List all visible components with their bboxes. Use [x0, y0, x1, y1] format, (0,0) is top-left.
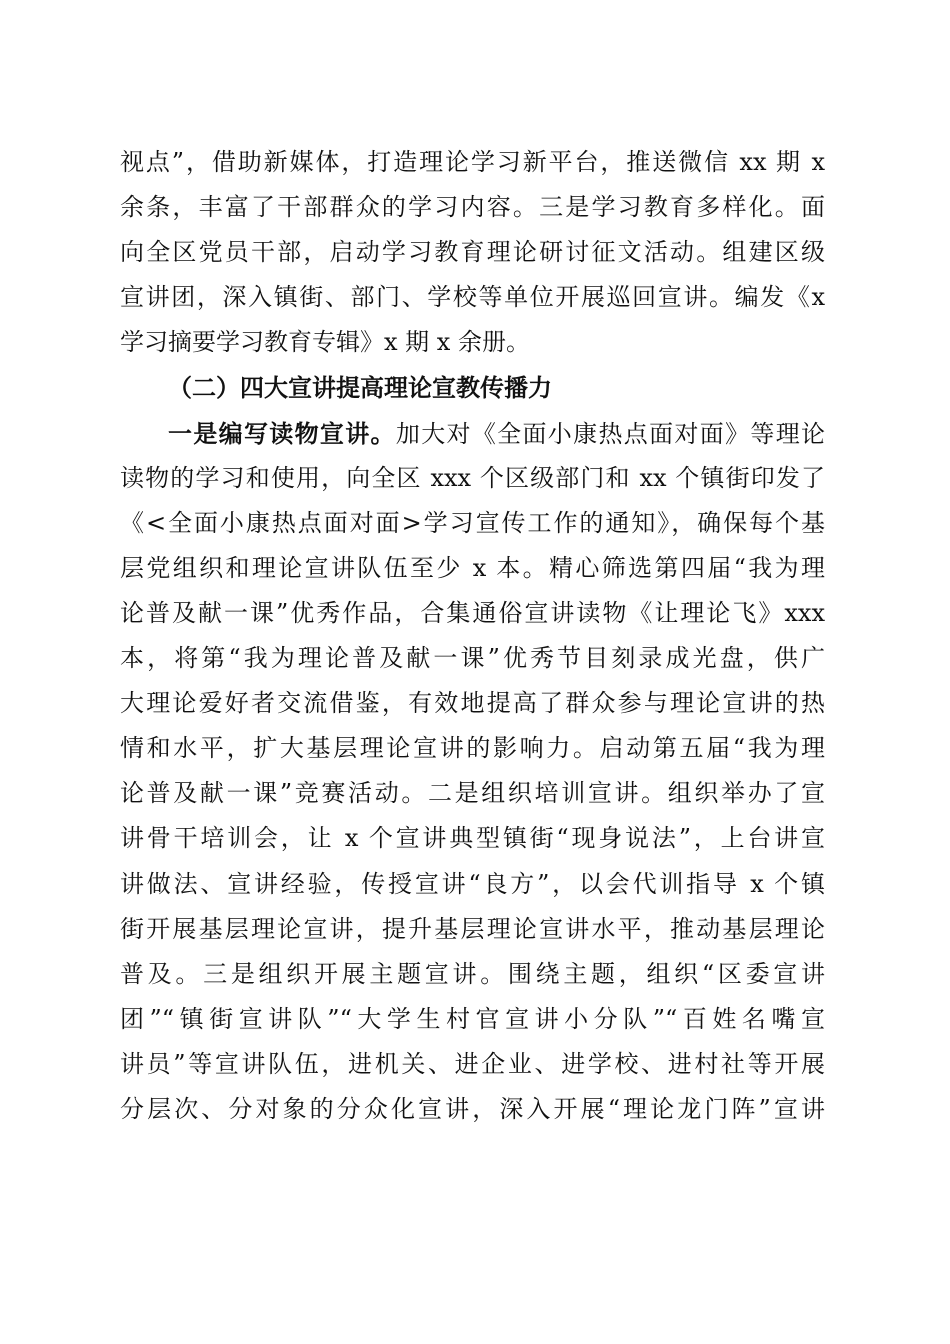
section-heading: （二）四大宣讲提高理论宣教传播力 — [168, 373, 552, 403]
paragraph-line: 《<全面小康热点面对面>学习宣传工作的通知》，确保每个基 — [120, 508, 825, 537]
paragraph-line: 向全区党员干部，启动学习教育理论研讨征文活动。组建区级 — [120, 238, 825, 267]
bold-lead-phrase: 一是编写读物宣讲。 — [168, 418, 396, 448]
paragraph-line: 街开展基层理论宣讲，提升基层理论宣讲水平，推动基层理论 — [120, 914, 825, 943]
paragraph-line: 本，将第“我为理论普及献一课”优秀节目刻录成光盘，供广 — [120, 644, 825, 673]
paragraph-line: 读物的学习和使用，向全区 xxx 个区级部门和 xx 个镇街印发了 — [120, 463, 825, 492]
paragraph-line: 学习摘要学习教育专辑》x 期 x 余册。 — [120, 328, 530, 357]
paragraph-line: 团”“镇街宣讲队”“大学生村官宣讲小分队”“百姓名嘴宣 — [120, 1004, 825, 1033]
paragraph-line — [120, 411, 825, 456]
paragraph-line: 讲骨干培训会，让 x 个宣讲典型镇街“现身说法”，上台讲宣 — [120, 824, 825, 853]
paragraph-line: 讲做法、宣讲经验，传授宣讲“良方”，以会代训指导 x 个镇 — [120, 869, 825, 898]
paragraph-line: 分层次、分对象的分众化宣讲，深入开展“理论龙门阵”宣讲 — [120, 1094, 825, 1123]
document-page — [120, 140, 825, 1132]
paragraph-line: 论普及献一课”优秀作品，合集通俗宣讲读物《让理论飞》xxx — [120, 598, 825, 627]
paragraph-line: 普及。三是组织开展主题宣讲。围绕主题，组织“区委宣讲 — [120, 959, 825, 988]
paragraph-line: 层党组织和理论宣讲队伍至少 x 本。精心筛选第四届“我为理 — [120, 553, 825, 582]
paragraph-line: 视点”，借助新媒体，打造理论学习新平台，推送微信 xx 期 x — [120, 148, 825, 176]
paragraph-line: 讲员”等宣讲队伍，进机关、进企业、进学校、进村社等开展 — [120, 1049, 825, 1078]
paragraph-line: 大理论爱好者交流借鉴，有效地提高了群众参与理论宣讲的热 — [120, 689, 825, 718]
paragraph-line: 余条，丰富了干部群众的学习内容。三是学习教育多样化。面 — [120, 193, 825, 222]
paragraph-line: 论普及献一课”竞赛活动。二是组织培训宣讲。组织举办了宣 — [120, 779, 825, 808]
paragraph-line: 情和水平，扩大基层理论宣讲的影响力。启动第五届“我为理 — [120, 734, 825, 763]
paragraph-line: 宣讲团，深入镇街、部门、学校等单位开展巡回宣讲。编发《x — [120, 283, 825, 312]
line-rest: 加大对《全面小康热点面对面》等理论 — [395, 419, 826, 448]
